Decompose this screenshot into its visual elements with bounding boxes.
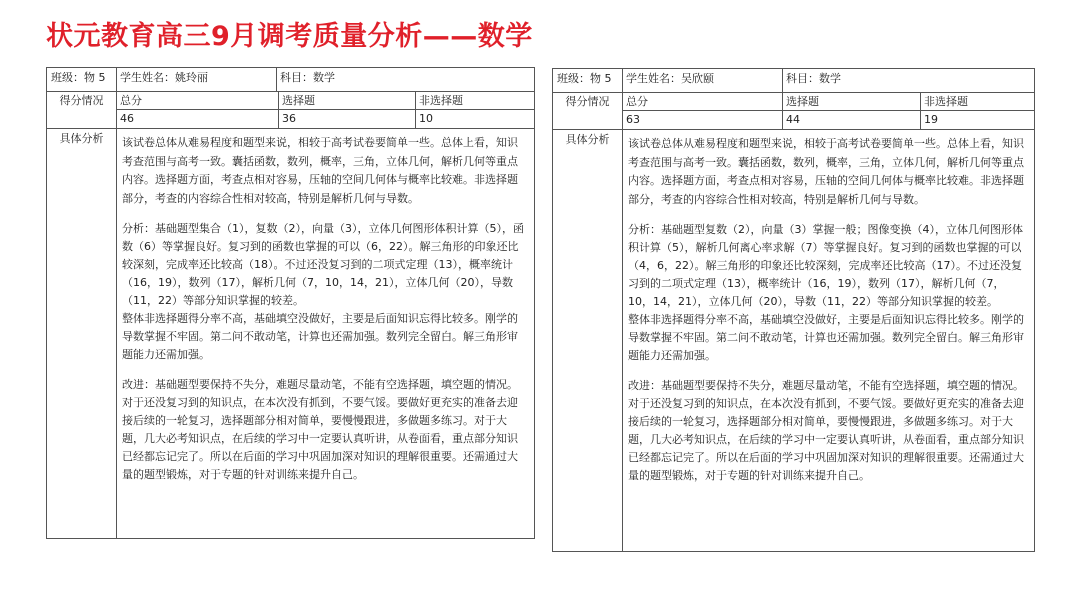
score-label: 得分情况 [59, 94, 104, 107]
analysis-label: 具体分析 [59, 132, 104, 145]
nonchoice-note: 整体非选择题得分率不高，基础填空没做好，主要是后面知识忘得比较多。刚学的导数掌握不牢固。第二问不敢动笔，计算也还需加强。数列完全留白。解三角形审题能力还需加强。 [122, 312, 518, 361]
nonchoice-header: 非选择题 [419, 94, 463, 107]
student-name-cell: 学生姓名：吴欣颐 [626, 72, 714, 85]
report-card-wu [552, 68, 1035, 552]
nonchoice-note: 整体非选择题得分率不高，基础填空没做好，主要是后面知识忘得比较多。刚学的导数掌握不牢固。第二问不敢动笔，计算也还需加强。数列完全留白。解三角形审题能力还需加强。 [628, 313, 1024, 362]
report-card-yao [46, 67, 535, 539]
improvement-text: 改进：基础题型要保持不失分，难题尽量动笔，不能有空选择题，填空题的情况。对于还没复习到的知识点，在本次没有抓到，不要气馁。要做好更充实的准备去迎接后续的一轮复习，选择题部分相对简单，要慢慢跟进，多做题多练习。对于大题，几大必考知识点，在后续的学习中一定要认真听讲，从卷面看，重点部分知识已经都忘记完了。所以在后面的学习中巩固加深对知识的理解很重要。还需通过大量的题型锻炼，对于专题的针对训练来提升自己。 [122, 378, 518, 481]
info-row [47, 68, 534, 92]
page-title: 状元教育高三9月调考质量分析——数学 [46, 21, 533, 52]
choice-header: 选择题 [786, 95, 819, 108]
analysis-body [116, 132, 534, 484]
improvement-text: 改进：基础题型要保持不失分，难题尽量动笔，不能有空选择题，填空题的情况。对于还没复习到的知识点，在本次没有抓到，不要气馁。要做好更充实的准备去迎接后续的一轮复习，选择题部分相对简单，要慢慢跟进，多做题多练习。对于大题，几大必考知识点，在后续的学习中一定要认真听讲，从卷面看，重点部分知识已经都忘记完了。所以在后面的学习中巩固加深对知识的理解很重要。还需通过大量的题型锻炼，对于专题的针对训练来提升自己。 [628, 379, 1024, 482]
class-cell: 班级：物 5 [557, 72, 612, 85]
total-header: 总分 [626, 95, 648, 108]
analysis-label: 具体分析 [565, 133, 610, 146]
choice-score: 44 [786, 113, 800, 126]
score-row [553, 92, 1034, 130]
overview-text: 该试卷总体从难易程度和题型来说，相较于高考试卷要简单一些。总体上看，知识考查范围与高考一致。囊括函数，数列，概率，三角，立体几何，解析几何等重点内容。选择题方面，考查点相对容易，压轴的空间几何体与概率比较难。非选择题部分，考查的内容综合性相对较高，特别是解析几何与导数。 [122, 136, 518, 205]
total-score: 46 [120, 112, 134, 125]
nonchoice-score: 19 [924, 113, 938, 126]
choice-header: 选择题 [282, 94, 315, 107]
overview-text: 该试卷总体从难易程度和题型来说，相较于高考试卷要简单一些。总体上看，知识考查范围与高考一致。囊括函数，数列，概率，三角，立体几何，解析几何等重点内容。选择题方面，考查点相对容易，压轴的空间几何体与概率比较难。非选择题部分，考查的内容综合性相对较高，特别是解析几何与导数。 [628, 137, 1024, 206]
subject-cell: 科目：数学 [280, 71, 335, 84]
nonchoice-score: 10 [419, 112, 433, 125]
total-header: 总分 [120, 94, 142, 107]
score-label: 得分情况 [565, 95, 610, 108]
analysis-body [622, 133, 1034, 485]
total-score: 63 [626, 113, 640, 126]
choice-score: 36 [282, 112, 296, 125]
class-cell: 班级：物 5 [51, 71, 106, 84]
score-row [47, 91, 534, 129]
student-name-cell: 学生姓名：姚玲丽 [120, 71, 208, 84]
analysis-text: 分析：基础题型集合（1），复数（2），向量（3），立体几何图形体积计算（5），函数（6）等掌握良好。复习到的函数也掌握的可以（6，22）。解三角形的印象还比较深刻，完成率还比较高（18）。不过还没复习到的二项式定理（13），概率统计（16，19），数列（17），解析几何（7，10，14，21），立体几何（20），导数（11，22）等部分知识掌握的较差。 [122, 222, 524, 307]
info-row [553, 69, 1034, 93]
analysis-text: 分析：基础题型复数（2），向量（3）掌握一般；图像变换（4），立体几何图形体积计算（5），解析几何离心率求解（7）等掌握良好。复习到的函数也掌握的可以（4，6，22）。解三角形的印象还比较深刻，完成率还比较高（17）。不过还没复习到的二项式定理（13），概率统计（16，19），数列（17），解析几何（7，10，14，21），立体几何（20），导数（11，22）等部分知识掌握的较差。 [628, 223, 1023, 308]
nonchoice-header: 非选择题 [924, 95, 968, 108]
subject-cell: 科目：数学 [786, 72, 841, 85]
